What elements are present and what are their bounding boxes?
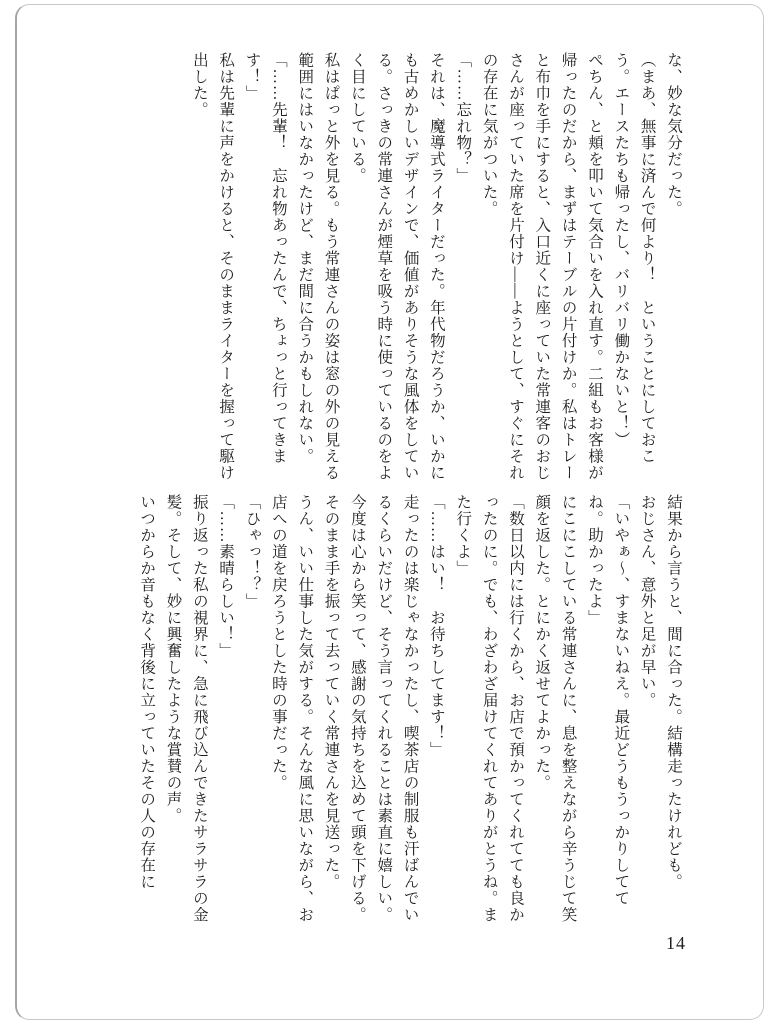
paragraph: 結果から言うと、間に合った。結構走ったけれども。 (665, 494, 682, 890)
paragraph: 振り返った私の視界に、急に飛び込んできたサラサラの金髪。そして、妙に興奮したような賞賛の声。 (164, 494, 208, 923)
paragraph: 私はぱっと外を見る。もう常連さんの姿は窓の外の見える範囲にはいなかったけど、まだ間に合うかもしれない。 (296, 52, 340, 481)
paragraph: おじさん、意外と足が早い。 (638, 494, 656, 709)
paragraph: ぺちん、と頬を叩いて気合いを入れ直す。二組もお客様が帰ったのだから、まずはテーブルの片付けか。私はトレーと布巾を手にすると、入口近くに座っていた常連客のおじさんが座っていた席を片付け――ようとして、すぐにそれの存在に気がついた。 (480, 52, 603, 481)
lower-text-block (133, 494, 686, 934)
paragraph: 「ひゃっ！？」 (243, 494, 261, 610)
paragraph: 「……素晴らしい！」 (217, 494, 235, 659)
paragraph: 「数日以内には行くから、お店で預かってくれてても良かったのに。でも、わざわざ届けてくれてありがとうね。また行くよ」 (454, 494, 524, 923)
paragraph: な、妙な気分だった。 (665, 52, 682, 217)
paragraph: 私は先輩に声をかけると、そのままライターを握って駆け出した。 (190, 52, 235, 481)
paragraph: 走ったのは楽じゃなかったし、喫茶店の制服も汗ばんでいるくらいだけど、そう言ってくれることは素直に嬉しい。今度は心から笑って、感謝の気持ちを込めて頭を下げる。そのまま手を振って去っていく常連さんを見送った。 (322, 494, 419, 923)
paragraph: うん、いい仕事した気がする。そんな風に思いながら、お店への道を戻ろうとした時の事だった。 (269, 494, 314, 923)
paragraph: 「……はい！ お待ちしてます！」 (427, 494, 445, 758)
upper-text-block (185, 52, 686, 488)
paragraph: いつからか音もなく背後に立っていたその人の存在に (138, 494, 156, 890)
paragraph: 「……忘れ物？」 (454, 52, 472, 184)
paragraph: 「……先輩！ 忘れ物あったんで、ちょっと行ってきます！」 (243, 52, 287, 465)
paragraph: にこにこしている常連さんに、息を整えながら辛うじて笑顔を返した。とにかく返せてよかった。 (533, 494, 577, 923)
page-number: 14 (666, 933, 686, 953)
paragraph: （まあ、無事に済んで何より！ ということにしておこう。エースたちも帰ったし、バリバリ働かないと！） (612, 52, 656, 465)
paragraph: 「いやぁ〜、すまないねえ。最近どうもうっかりしててね。助かったよ」 (585, 494, 630, 907)
paragraph: それは、魔導式ライターだった。年代物だろうか、いかにも古めかしいデザインで、価値がありそうな風体をしている。さっきの常連さんが煙草を吸う時に使っているのをよく目にしている。 (348, 52, 445, 481)
